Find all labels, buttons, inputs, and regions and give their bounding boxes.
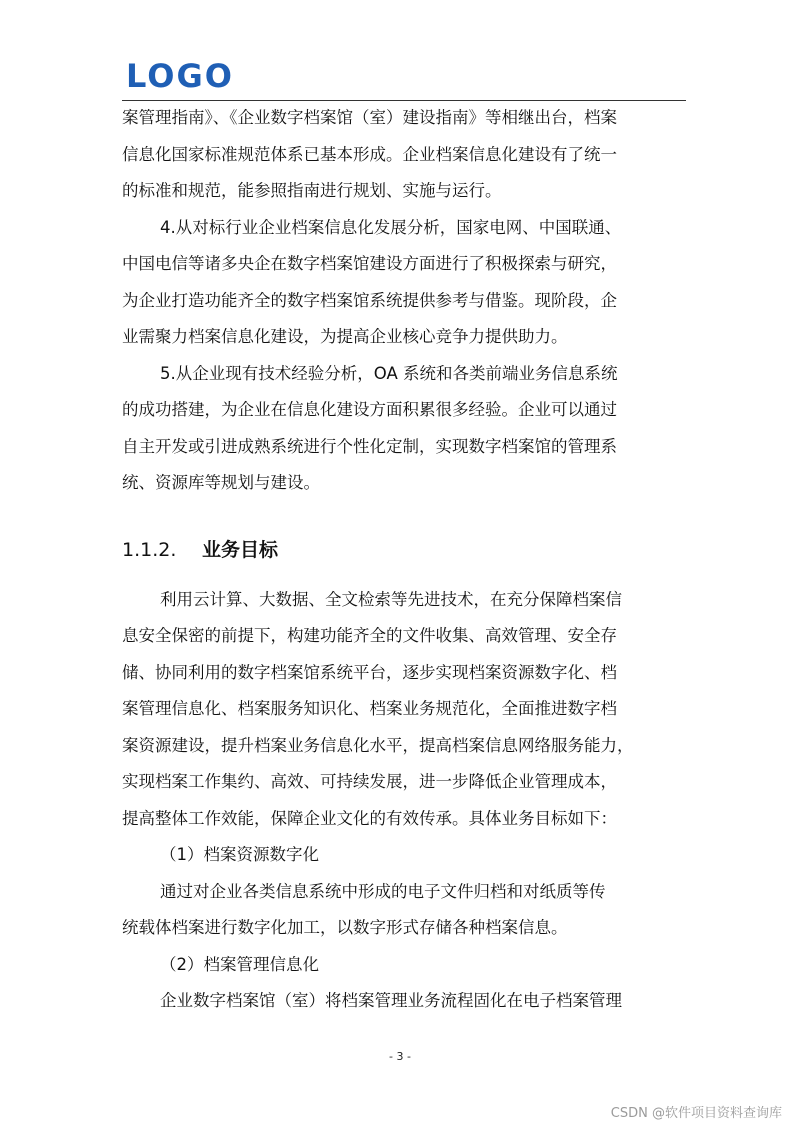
section-heading (122, 502, 682, 582)
text-line: 的标准和规范，能参照指南进行规划、实施与运行。 (122, 181, 502, 200)
text-line: 案管理信息化、档案服务知识化、档案业务规范化，全面推进数字档 (122, 699, 617, 718)
text-line: 提高整体工作效能，保障企业文化的有效传承。具体业务目标如下： (122, 808, 617, 828)
text-line: 5.从企业现有技术经验分析，OA 系统和各类前端业务信息系统 (160, 363, 618, 383)
text-line: 利用云计算、大数据、全文检索等先进技术，在充分保障档案信 (160, 589, 622, 609)
text-line: 实现档案工作集约、高效、可持续发展，进一步降低企业管理成本， (122, 772, 617, 791)
text-line: 统、资源库等规划与建设。 (122, 473, 320, 492)
document-body (122, 100, 682, 1020)
paragraph-business-goal (122, 582, 682, 838)
text-line: 通过对企业各类信息系统中形成的电子文件归档和对纸质等传 (160, 881, 606, 901)
list-item-2-text (122, 983, 682, 1020)
text-line: 案管理指南》、《企业数字档案馆（室）建设指南》等相继出台，档案 (122, 108, 617, 127)
text-line: 信息化国家标准规范体系已基本形成。企业档案信息化建设有了统一 (122, 144, 617, 164)
logo: LOGO (126, 57, 234, 95)
text-line: 业需聚力档案信息化建设，为提高企业核心竞争力提供助力。 (122, 327, 568, 346)
paragraph-point-4 (122, 210, 682, 356)
text-line: 企业数字档案馆（室）将档案管理业务流程固化在电子档案管理 (160, 991, 622, 1010)
watermark: CSDN @软件项目资料查询库 (610, 1106, 782, 1121)
text-line: 案资源建设，提升档案业务信息化水平，提高档案信息网络服务能力， (122, 735, 634, 755)
text-line: 中国电信等诸多央企在数字档案馆建设方面进行了积极探索与研究， (122, 254, 617, 273)
section-title: 业务目标 (202, 538, 279, 561)
text-line: 4.从对标行业企业档案信息化发展分析，国家电网、中国联通、 (160, 217, 622, 237)
text-line: 自主开发或引进成熟系统进行个性化定制，实现数字档案馆的管理系 (122, 436, 617, 456)
list-item-2-title (122, 947, 682, 984)
list-item-1-text (122, 874, 682, 947)
text-line: （1）档案资源数字化 (160, 845, 319, 864)
text-line: 为企业打造功能齐全的数字档案馆系统提供参考与借鉴。现阶段，企 (122, 290, 617, 310)
text-line: 储、协同利用的数字档案馆系统平台，逐步实现档案资源数字化、档 (122, 662, 617, 682)
page-number: - 3 - (389, 1050, 411, 1063)
section-number: 1.1.2. (122, 538, 177, 561)
list-item-1-title (122, 837, 682, 874)
text-line: 统载体档案进行数字化加工，以数字形式存储各种档案信息。 (122, 918, 568, 937)
text-line: 的成功搭建，为企业在信息化建设方面积累很多经验。企业可以通过 (122, 400, 617, 419)
text-line: （2）档案管理信息化 (160, 954, 319, 974)
paragraph-intro (122, 100, 682, 210)
paragraph-point-5 (122, 356, 682, 502)
text-line: 息安全保密的前提下，构建功能齐全的文件收集、高效管理、安全存 (122, 626, 617, 645)
